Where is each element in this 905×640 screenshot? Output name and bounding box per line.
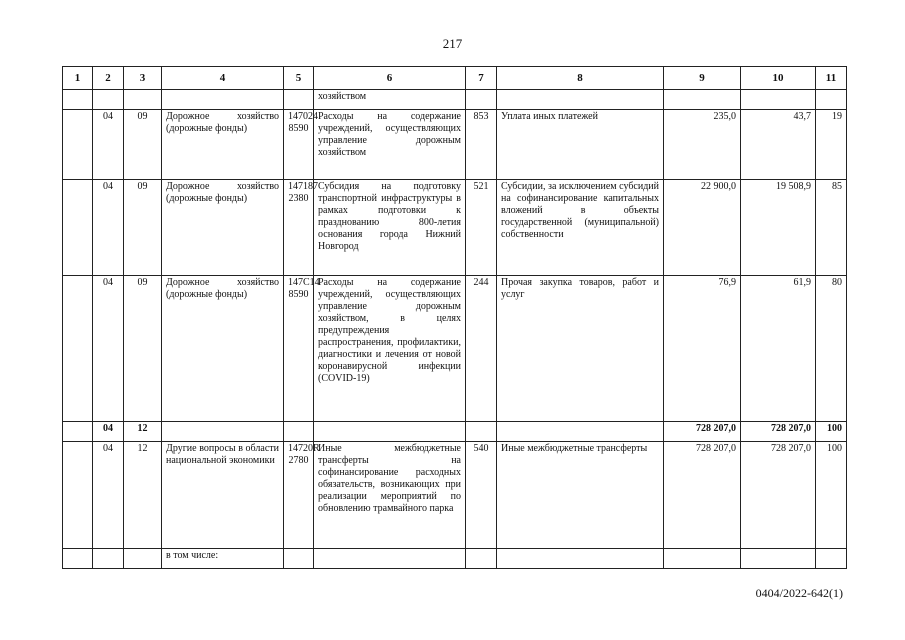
cell-col10: 728 207,0	[741, 442, 816, 549]
cell-col10: 19 508,9	[741, 180, 816, 276]
cell-col1	[63, 442, 93, 549]
cell-section	[93, 549, 124, 569]
cell-col1	[63, 276, 93, 422]
cell-target-name: Расходы на содержание учреждений, осуществляющих управление дорожным хозяйством	[314, 110, 466, 180]
cell-col1	[63, 90, 93, 110]
cell-col9: 728 207,0	[664, 442, 741, 549]
cell-subsection	[124, 90, 162, 110]
cell-col11	[816, 549, 847, 569]
cell-section	[93, 90, 124, 110]
header-cell: 4	[162, 67, 284, 90]
cell-subsection: 12	[124, 442, 162, 549]
cell-col11: 19	[816, 110, 847, 180]
header-cell: 6	[314, 67, 466, 90]
cell-section-name: Другие вопросы в области национальной экономики	[162, 442, 284, 549]
cell-target-name	[314, 549, 466, 569]
table-row	[63, 276, 847, 422]
cell-section: 04	[93, 422, 124, 442]
cell-section: 04	[93, 276, 124, 422]
cell-col10: 43,7	[741, 110, 816, 180]
cell-col9: 235,0	[664, 110, 741, 180]
cell-subsection: 09	[124, 180, 162, 276]
cell-target-name: Субсидия на подготовку транспортной инфраструктуры в рамках подготовки к празднованию 800-летия основания города Нижний Новгород	[314, 180, 466, 276]
cell-col11: 80	[816, 276, 847, 422]
cell-target-code: 14720R 2780	[284, 442, 314, 549]
table-row	[63, 110, 847, 180]
cell-col1	[63, 549, 93, 569]
header-cell: 7	[466, 67, 497, 90]
cell-expense-code	[466, 422, 497, 442]
cell-col11	[816, 90, 847, 110]
cell-target-name	[314, 422, 466, 442]
table-row-subtotal	[63, 422, 847, 442]
cell-target-code	[284, 549, 314, 569]
header-cell: 2	[93, 67, 124, 90]
header-cell: 8	[497, 67, 664, 90]
cell-expense-name: Иные межбюджетные трансферты	[497, 442, 664, 549]
cell-col10	[741, 90, 816, 110]
header-cell: 11	[816, 67, 847, 90]
cell-expense-name: Прочая закупка товаров, работ и услуг	[497, 276, 664, 422]
cell-expense-code: 244	[466, 276, 497, 422]
cell-col9	[664, 549, 741, 569]
cell-target-code: 147024 8590	[284, 110, 314, 180]
cell-expense-code	[466, 549, 497, 569]
header-cell: 5	[284, 67, 314, 90]
cell-section: 04	[93, 442, 124, 549]
cell-section-name	[162, 422, 284, 442]
cell-section-name: Дорожное хозяйство (дорожные фонды)	[162, 276, 284, 422]
cell-col9: 728 207,0	[664, 422, 741, 442]
cell-expense-name: Уплата иных платежей	[497, 110, 664, 180]
cell-section-name	[162, 90, 284, 110]
cell-expense-code: 853	[466, 110, 497, 180]
header-cell: 9	[664, 67, 741, 90]
table-row	[63, 180, 847, 276]
cell-col11: 85	[816, 180, 847, 276]
cell-target-code	[284, 422, 314, 442]
cell-section-name: в том числе:	[162, 549, 284, 569]
table-row	[63, 90, 847, 110]
header-cell: 1	[63, 67, 93, 90]
cell-target-name: Иные межбюджетные трансферты на софинансирование расходных обязательств, возникающих при реализации мероприятий по обновлению трамвайного парка	[314, 442, 466, 549]
header-cell: 3	[124, 67, 162, 90]
cell-col1	[63, 110, 93, 180]
cell-target-code: 147С14 8590	[284, 276, 314, 422]
cell-section-name: Дорожное хозяйство (дорожные фонды)	[162, 180, 284, 276]
cell-target-name: хозяйством	[314, 90, 466, 110]
cell-expense-code: 540	[466, 442, 497, 549]
header-cell: 10	[741, 67, 816, 90]
cell-expense-code	[466, 90, 497, 110]
cell-subsection: 09	[124, 276, 162, 422]
cell-subsection: 09	[124, 110, 162, 180]
cell-target-name: Расходы на содержание учреждений, осуществляющих управление дорожным хозяйством, в целях предупреждения распространения, профилактики, диагностики и лечения от новой коронавирусной инфекции (COVID-19)	[314, 276, 466, 422]
cell-col9	[664, 90, 741, 110]
cell-target-code: 147187 2380	[284, 180, 314, 276]
budget-table	[62, 66, 847, 569]
table-row	[63, 442, 847, 549]
cell-section-name: Дорожное хозяйство (дорожные фонды)	[162, 110, 284, 180]
cell-expense-name	[497, 422, 664, 442]
cell-subsection: 12	[124, 422, 162, 442]
table-row	[63, 549, 847, 569]
cell-col9: 76,9	[664, 276, 741, 422]
cell-col10	[741, 549, 816, 569]
cell-col11: 100	[816, 422, 847, 442]
cell-section: 04	[93, 180, 124, 276]
cell-col10: 728 207,0	[741, 422, 816, 442]
document-code: 0404/2022-642(1)	[755, 586, 843, 600]
page-number: 217	[442, 36, 463, 51]
cell-expense-name	[497, 549, 664, 569]
cell-expense-code: 521	[466, 180, 497, 276]
header-row	[63, 67, 847, 90]
cell-col1	[63, 180, 93, 276]
cell-col1	[63, 422, 93, 442]
cell-expense-name: Субсидии, за исключением субсидий на софинансирование капитальных вложений в объекты государственной (муниципальной) собственности	[497, 180, 664, 276]
cell-expense-name	[497, 90, 664, 110]
cell-target-code	[284, 90, 314, 110]
cell-col11: 100	[816, 442, 847, 549]
cell-section: 04	[93, 110, 124, 180]
cell-col9: 22 900,0	[664, 180, 741, 276]
cell-col10: 61,9	[741, 276, 816, 422]
cell-subsection	[124, 549, 162, 569]
